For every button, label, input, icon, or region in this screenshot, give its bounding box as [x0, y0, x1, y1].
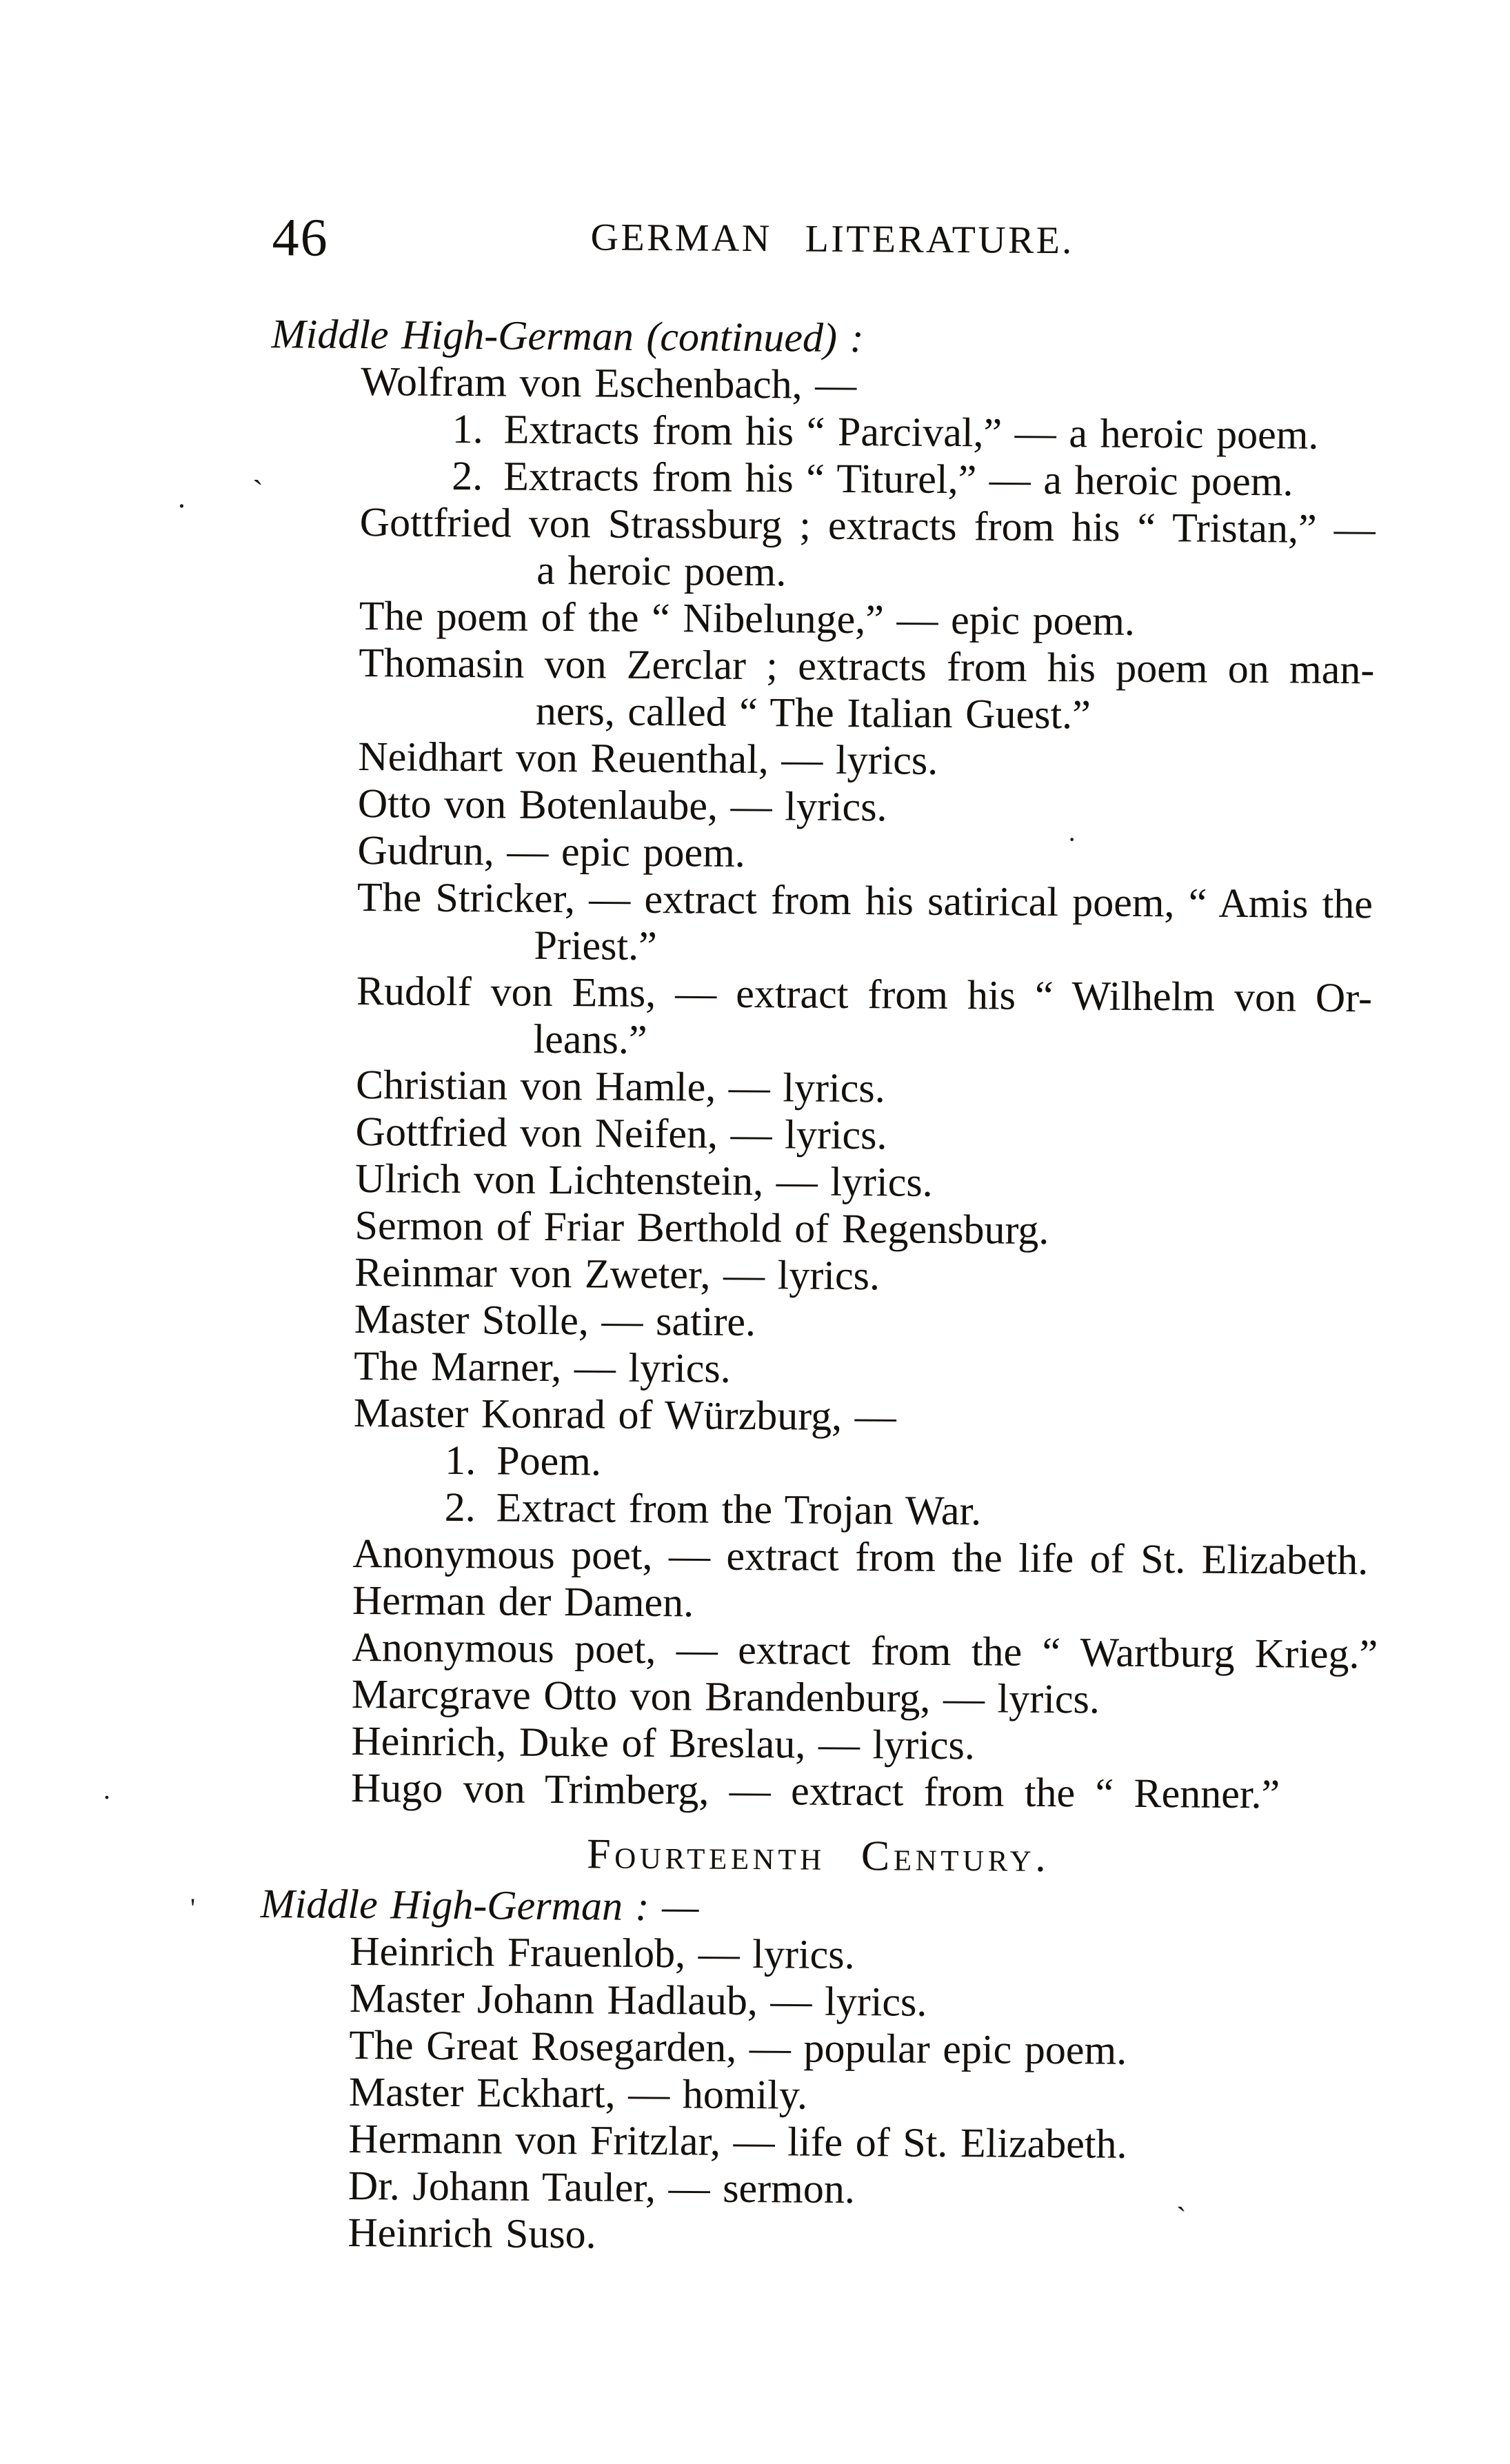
text-line: Sermon of Friar Berthold of Regensburg. — [354, 1202, 1049, 1253]
text-line: The Stricker, — extract from his satirical poem, “ Amis the — [356, 873, 1373, 927]
text-line: Hugo von Trimberg, — extract from the “ Renner.” — [350, 1764, 1280, 1817]
text-line: Master Eckhart, — homily. — [348, 2068, 808, 2118]
text-line: Heinrich Frauenlob, — lyrics. — [350, 1928, 855, 1978]
text-line: Heinrich, Duke of Breslau, — lyrics. — [351, 1717, 976, 1768]
text-line: ners, called “ The Italian Guest.” — [535, 687, 1091, 738]
text-line: 2. Extract from the Trojan War. — [444, 1484, 982, 1534]
century-heading: Fourteenth Century. — [586, 1830, 1050, 1881]
text-line: Christian von Hamle, — lyrics. — [355, 1061, 885, 1111]
text-line: 1. Extracts from his “ Parcival,” — a heroic poem. — [452, 405, 1319, 458]
text-line: a heroic poem. — [536, 547, 787, 595]
text-line: The poem of the “ Nibelunge,” — epic poem. — [359, 593, 1136, 644]
text-line: Master Konrad of Würzburg, — — [353, 1389, 896, 1440]
scan-speck: . — [103, 1774, 110, 1805]
text-line: Master Johann Hadlaub, — lyrics. — [349, 1975, 927, 2025]
text-line: Herman der Damen. — [352, 1577, 694, 1626]
scan-speck: . — [178, 481, 185, 514]
text-line: Gudrun, — epic poem. — [357, 827, 746, 876]
text-line: Ulrich von Lichtenstein, — lyrics. — [354, 1155, 933, 1205]
scan-speck: · — [1067, 824, 1077, 855]
text-line: Rudolf von Ems, — extract from his “ Wilhelm von Or- — [356, 967, 1373, 1021]
text-line: Anonymous poet, — extract from the life of St. Elizabeth. — [352, 1530, 1369, 1584]
text-line: Thomasin von Zerclar ; extracts from his poem on man- — [359, 640, 1375, 693]
text-line: Hermann von Fritzlar, — life of St. Elizabeth. — [348, 2115, 1127, 2167]
text-line: Priest.” — [534, 922, 658, 969]
group-heading: Middle High-German (continued) : — [271, 311, 864, 361]
text-line: Neidhart von Reuenthal, — lyrics. — [358, 734, 938, 783]
text-line: Gottfried von Neifen, — lyrics. — [355, 1108, 887, 1158]
text-line: Anonymous poet, — extract from the “ Wartburg Krieg.” — [352, 1624, 1378, 1677]
scan-speck: ` — [252, 474, 263, 510]
scan-speck: ' — [190, 1892, 196, 1923]
text-line: leans.” — [533, 1016, 647, 1062]
text-line: The Great Rosegarden, — popular epic poem. — [349, 2021, 1127, 2073]
text-line: Master Stolle, — satire. — [354, 1295, 756, 1345]
text-line: Gottfried von Strassburg ; extracts from his “ Tristan,” — — [359, 499, 1376, 552]
text-line: Otto von Botenlaube, — lyrics. — [357, 780, 887, 830]
running-header — [272, 201, 1393, 291]
scan-speck: ` — [1176, 2201, 1187, 2235]
text-line: Heinrich Suso. — [348, 2209, 596, 2257]
text-line: Wolfram von Eschenbach, — — [360, 359, 857, 408]
group-heading: Middle High-German : — — [260, 1881, 699, 1930]
page-number: 46 — [272, 207, 329, 267]
text-line: Reinmar von Zweter, — lyrics. — [354, 1249, 880, 1299]
text-line: Dr. Johann Tauler, — sermon. — [348, 2162, 856, 2212]
text-line: The Marner, — lyrics. — [354, 1342, 732, 1391]
text-block — [0, 308, 1509, 2263]
text-line: Marcgrave Otto von Brandenburg, — lyrics. — [351, 1670, 1100, 1722]
text-line: 2. Extracts from his “ Titurel,” — a heroic poem. — [452, 452, 1293, 505]
text-line: 1. Poem. — [445, 1437, 602, 1484]
page-title: GERMAN LITERATURE. — [590, 216, 1074, 263]
